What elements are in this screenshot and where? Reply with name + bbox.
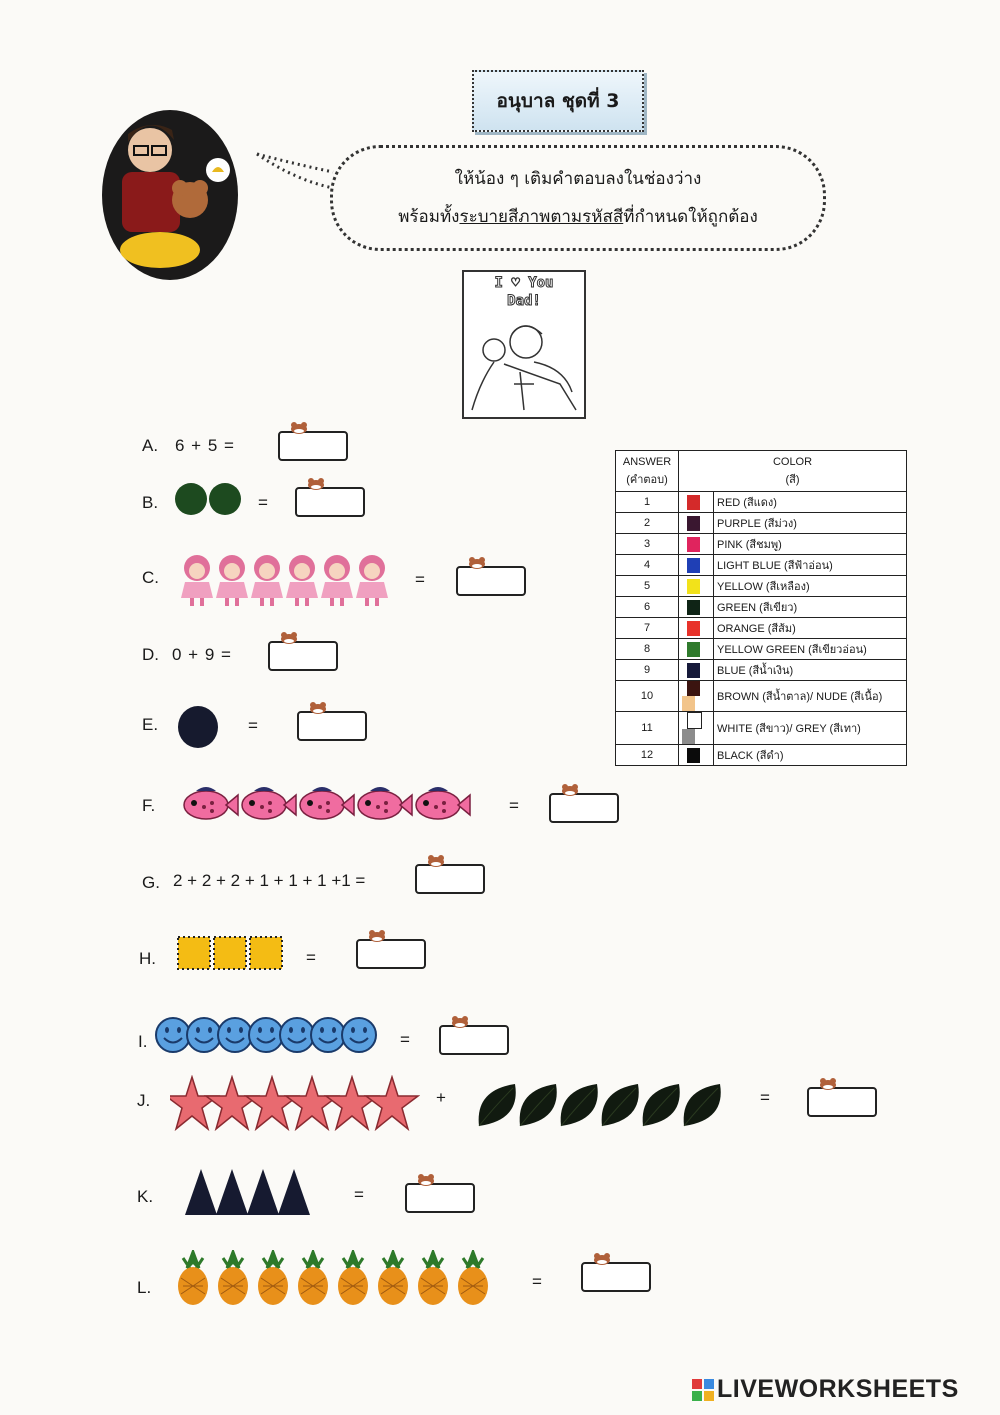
instruction-line-2-underlined: ระบายสีภาพตามรหัสสี: [459, 207, 624, 227]
navy-circle: [178, 706, 218, 748]
yellow-square: [178, 937, 210, 969]
question-i-answer-box[interactable]: [439, 1025, 509, 1055]
color-name: BLACK (สีดำ): [714, 745, 907, 766]
color-swatch-cell: [679, 681, 714, 712]
color-swatch-cell: [679, 534, 714, 555]
question-h-squares-picture: [176, 935, 284, 971]
question-l-answer-input[interactable]: [583, 1264, 649, 1290]
color-swatch: [687, 621, 700, 636]
answer-number: 12: [616, 745, 679, 766]
question-l-equals: =: [532, 1272, 542, 1291]
mouse-icon: [425, 853, 447, 867]
question-b-label: B.: [142, 493, 159, 512]
color-swatch: [687, 712, 702, 729]
mouse-icon: [559, 782, 581, 796]
color-swatch-cell: [679, 712, 714, 745]
question-c-girls-picture: [180, 552, 394, 608]
mouse-icon: [366, 928, 388, 942]
dark-green-circle: [175, 483, 207, 515]
question-e-circle-picture: [177, 705, 219, 749]
question-h-answer-box[interactable]: [356, 939, 426, 969]
question-j-leaves-picture: [475, 1080, 730, 1130]
color-name: RED (สีแดง): [714, 492, 907, 513]
mouse-icon: [288, 420, 310, 434]
question-l-answer-box[interactable]: [581, 1262, 651, 1292]
dad-hug-drawing: [464, 312, 580, 412]
color-swatch: [682, 729, 695, 744]
liveworksheets-logo: [692, 1375, 959, 1404]
color-swatch-cell: [679, 555, 714, 576]
color-swatch: [687, 516, 700, 531]
liveworksheets-icon: [692, 1379, 714, 1401]
question-k-triangles-picture: [185, 1167, 315, 1217]
question-l-label: L.: [137, 1278, 152, 1297]
dark-green-circle: [209, 483, 241, 515]
color-name: BLUE (สีน้ำเงิน): [714, 660, 907, 681]
color-name: YELLOW GREEN (สีเขียวอ่อน): [714, 639, 907, 660]
question-e-answer-input[interactable]: [299, 713, 365, 739]
question-j-plus: +: [436, 1088, 446, 1107]
color-swatch-cell: [679, 492, 714, 513]
question-c-answer-input[interactable]: [458, 568, 524, 594]
color-row: [616, 597, 907, 618]
question-j-equals: =: [760, 1088, 770, 1107]
question-f-answer-box[interactable]: [549, 793, 619, 823]
color-row: [616, 513, 907, 534]
question-j-stars-picture: [170, 1075, 420, 1133]
question-k-answer-box[interactable]: [405, 1183, 475, 1213]
mouse-icon: [305, 476, 327, 490]
answer-number: 3: [616, 534, 679, 555]
question-f-fish-picture: [182, 783, 474, 825]
color-name: ORANGE (สีส้ม): [714, 618, 907, 639]
question-g-label: G.: [142, 873, 160, 892]
color-name: GREEN (สีเขียว): [714, 597, 907, 618]
question-g-expression: 2 + 2 + 2 + 1 + 1 + 1 +1 =: [173, 871, 366, 890]
color-name: PURPLE (สีม่วง): [714, 513, 907, 534]
answer-header-cell: [616, 451, 679, 492]
color-name: PINK (สีชมพู): [714, 534, 907, 555]
question-b-equals: =: [258, 493, 268, 512]
color-name: BROWN (สีน้ำตาล)/ NUDE (สีเนื้อ): [714, 681, 907, 712]
question-h-label: H.: [139, 949, 156, 968]
color-swatch: [687, 663, 700, 678]
color-swatch: [687, 681, 700, 696]
question-f-answer-input[interactable]: [551, 795, 617, 821]
color-swatch: [687, 748, 700, 763]
instruction-line-1: ให้น้อง ๆ เติมคำตอบลงในช่องว่าง: [454, 169, 702, 189]
color-swatch: [687, 495, 700, 510]
question-f-label: F.: [142, 796, 156, 815]
color-swatch-cell: [679, 513, 714, 534]
color-table-body: [616, 492, 907, 766]
i-love-you-dad-card: [462, 270, 586, 419]
mouse-icon: [307, 700, 329, 714]
color-swatch: [687, 600, 700, 615]
question-a-answer-box[interactable]: [278, 431, 348, 461]
answer-number: 9: [616, 660, 679, 681]
question-c-answer-box[interactable]: [456, 566, 526, 596]
question-l-pineapples-picture: [173, 1250, 495, 1306]
question-g-answer-box[interactable]: [415, 864, 485, 894]
color-row: [616, 681, 907, 712]
yellow-square: [214, 937, 246, 969]
question-j-label: J.: [137, 1091, 151, 1110]
liveworksheets-text: LIVEWORKSHEETS: [717, 1375, 959, 1403]
color-row: [616, 660, 907, 681]
question-j-answer-input[interactable]: [809, 1089, 875, 1115]
color-row: [616, 492, 907, 513]
mouse-icon: [449, 1014, 471, 1028]
yellow-square: [250, 937, 282, 969]
color-swatch-cell: [679, 618, 714, 639]
mouse-icon: [817, 1076, 839, 1090]
answer-number: 11: [616, 712, 679, 745]
question-b-answer-box[interactable]: [295, 487, 365, 517]
speech-bubble-tail: [255, 150, 335, 190]
question-b-circles-picture: [173, 481, 245, 517]
question-i-smileys-picture: [155, 1015, 377, 1055]
color-code-table: [615, 450, 907, 766]
question-g-answer-input[interactable]: [417, 866, 483, 892]
answer-number: 7: [616, 618, 679, 639]
color-swatch-cell: [679, 597, 714, 618]
color-swatch: [687, 537, 700, 552]
card-line-2: Dad!: [507, 293, 541, 309]
question-d-answer-box[interactable]: [268, 641, 338, 671]
color-row: [616, 639, 907, 660]
answer-number: 1: [616, 492, 679, 513]
color-row: [616, 576, 907, 597]
question-d-answer-input[interactable]: [270, 643, 336, 669]
question-e-answer-box[interactable]: [297, 711, 367, 741]
question-a-answer-input[interactable]: [280, 433, 346, 459]
instruction-line-2-prefix: พร้อมทั้ง: [398, 207, 460, 227]
color-row: [616, 618, 907, 639]
instruction-bubble: [330, 145, 826, 251]
question-j-answer-box[interactable]: [807, 1087, 877, 1117]
answer-number: 8: [616, 639, 679, 660]
color-swatch-cell: [679, 576, 714, 597]
answer-number: 6: [616, 597, 679, 618]
question-d-expression: 0 + 9 =: [172, 645, 232, 664]
color-swatch: [687, 642, 700, 657]
mouse-icon: [278, 630, 300, 644]
color-row: [616, 555, 907, 576]
color-swatch-cell: [679, 745, 714, 766]
color-table-header: [616, 451, 907, 492]
color-name: YELLOW (สีเหลือง): [714, 576, 907, 597]
question-e-label: E.: [142, 715, 159, 734]
mouse-icon: [466, 555, 488, 569]
color-swatch: [682, 696, 695, 711]
question-h-equals: =: [306, 948, 316, 967]
question-k-equals: =: [354, 1185, 364, 1204]
question-d-label: D.: [142, 645, 159, 664]
question-a-expression: 6 + 5 =: [175, 436, 235, 455]
question-i-answer-input[interactable]: [441, 1027, 507, 1053]
question-h-answer-input[interactable]: [358, 941, 424, 967]
color-header-cell: [679, 451, 907, 492]
color-name: LIGHT BLUE (สีฟ้าอ่อน): [714, 555, 907, 576]
color-header-thai: (สี): [785, 474, 800, 486]
color-header: COLOR: [772, 456, 813, 468]
question-k-label: K.: [137, 1187, 154, 1206]
color-row: [616, 534, 907, 555]
question-c-label: C.: [142, 568, 159, 587]
instruction-line-2: [398, 198, 758, 236]
answer-header: ANSWER: [622, 456, 672, 468]
question-k-answer-input[interactable]: [407, 1185, 473, 1211]
worksheet-title: อนุบาล ชุดที่ 3: [472, 70, 644, 132]
question-b-answer-input[interactable]: [297, 489, 363, 515]
card-caption: [464, 274, 584, 310]
instruction-line-2-suffix: ที่กำหนดให้ถูกต้อง: [623, 207, 758, 227]
color-swatch-cell: [679, 639, 714, 660]
color-row: [616, 745, 907, 766]
answer-number: 2: [616, 513, 679, 534]
question-c-equals: =: [415, 570, 425, 589]
question-f-equals: =: [509, 796, 519, 815]
answer-number: 10: [616, 681, 679, 712]
question-i-equals: =: [400, 1030, 410, 1049]
question-i-label: I.: [138, 1032, 148, 1051]
answer-number: 4: [616, 555, 679, 576]
card-line-1: I ♡ You: [494, 275, 554, 291]
mouse-icon: [415, 1172, 437, 1186]
teacher-mascot-illustration: [100, 100, 240, 280]
color-swatch: [687, 579, 700, 594]
color-row: [616, 712, 907, 745]
color-swatch: [687, 558, 700, 573]
color-swatch-cell: [679, 660, 714, 681]
question-e-equals: =: [248, 716, 258, 735]
answer-header-thai: (คำตอบ): [626, 474, 668, 486]
mouse-icon: [591, 1251, 613, 1265]
question-a-label: A.: [142, 436, 159, 455]
color-name: WHITE (สีขาว)/ GREY (สีเทา): [714, 712, 907, 745]
answer-number: 5: [616, 576, 679, 597]
